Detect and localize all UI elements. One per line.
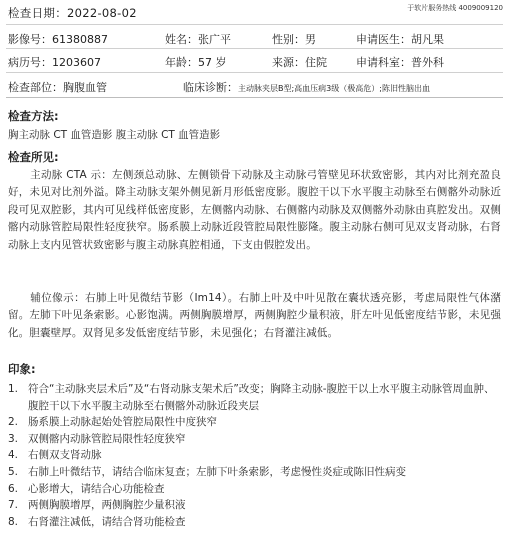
findings-paragraph-2 <box>8 290 501 360</box>
image-no-value: 61380887 <box>52 33 108 46</box>
name-value: 张广平 <box>198 33 231 46</box>
impression-title: 印象: <box>8 362 36 376</box>
info-divider-2 <box>6 72 503 73</box>
impression-list <box>8 381 503 530</box>
impression-item <box>8 447 503 464</box>
source-field <box>272 54 327 70</box>
impression-item-text: 双侧髂内动脉管腔局限性轻度狭窄 <box>28 432 186 445</box>
findings-paragraph-2-text: 辅位像示：右肺上叶见微结节影（Im14）。右肺上叶及中叶见散在囊状透亮影，考虑局限性气体潴留。左肺下叶见条索影。心影饱满。两侧胸膜增厚，两侧胸腔少量积液，肝左叶见低密度结节影，未见强化。胆囊壁厚。双肾见多发低密度结节影，未见强化；右肾灌注减低。 <box>8 292 501 339</box>
impression-item <box>8 381 503 414</box>
dept-label: 申请科室： <box>356 56 411 69</box>
method-text: 胸主动脉 CT 血管造影 腹主动脉 CT 血管造影 <box>8 129 221 141</box>
image-no-label: 影像号： <box>8 33 52 46</box>
name-field <box>165 31 231 47</box>
dept-field <box>356 54 444 70</box>
impression-item-text: 右肾灌注减低，请结合肾功能检查 <box>28 515 186 528</box>
body-part-label: 检查部位： <box>8 81 63 94</box>
doctor-value: 胡凡果 <box>411 33 444 46</box>
age-field <box>165 54 227 70</box>
impression-item-number: 7. <box>8 499 19 512</box>
case-no-field <box>8 54 101 70</box>
impression-item-number: 1. <box>8 383 19 395</box>
impression-item-number: 8. <box>8 515 19 528</box>
source-value: 住院 <box>305 56 327 69</box>
impression-item <box>8 431 503 448</box>
dept-value: 普外科 <box>411 56 444 69</box>
impression-item <box>8 414 503 431</box>
impression-item-number: 6. <box>8 482 19 495</box>
name-label: 姓名： <box>165 33 198 46</box>
diagnosis-value: 主动脉夹层B型;高血压病3级（极高危）;陈旧性脑出血 <box>238 84 430 93</box>
diagnosis-field <box>183 79 430 95</box>
age-label: 年龄： <box>165 56 198 69</box>
impression-item <box>8 464 503 481</box>
exam-date-label: 检查日期： <box>8 6 67 20</box>
findings-title: 检查所见: <box>8 150 59 164</box>
diagnosis-label: 临床诊断： <box>183 81 238 94</box>
method-title: 检查方法: <box>8 109 59 123</box>
case-no-value: 1203607 <box>52 56 101 69</box>
impression-item-text: 肠系膜上动脉起始处管腔局限性中度狭窄 <box>28 416 217 429</box>
impression-item <box>8 481 503 498</box>
age-value: 57 岁 <box>198 56 227 69</box>
body-part-field <box>8 79 107 95</box>
service-hotline: 于软片服务热线 4009009120 <box>407 4 503 12</box>
findings-paragraph-1-text: 主动脉 CTA 示：左侧颈总动脉、左侧锁骨下动脉及主动脉弓管壁见环状致密影，其内对比剂充盈良好，未见对比剂外溢。降主动脉支架外侧见新月形低密度影。腹腔干以下水平腹主动脉至右侧髂外动脉近段可见双腔影，其内可见线样低密度影，左侧髂内动脉、右侧髂内动脉及双侧髂外动脉由真腔发出。双侧髂内动脉管腔局限性轻度狭窄。肠系膜上动脉近段管腔局限性膨隆。腹主动脉右侧可见双支肾动脉，右肾动脉上支内见管状致密影与腹主动脉真腔相通，下支由假腔发出。 <box>8 169 501 251</box>
sex-field <box>272 31 316 47</box>
info-divider-3 <box>6 97 503 98</box>
source-label: 来源： <box>272 56 305 69</box>
impression-item <box>8 514 503 531</box>
case-no-label: 病历号： <box>8 56 52 69</box>
impression-item-number: 4. <box>8 449 19 462</box>
sex-label: 性别： <box>272 33 305 46</box>
sex-value: 男 <box>305 33 316 46</box>
impression-item-text: 右肺上叶微结节，请结合临床复查；左肺下叶条索影，考虑慢性炎症或陈旧性病变 <box>28 465 406 478</box>
impression-item-number: 5. <box>8 465 19 478</box>
doctor-label: 申请医生： <box>356 33 411 46</box>
exam-date-value: 2022-08-02 <box>67 6 137 20</box>
doctor-field <box>356 31 444 47</box>
impression-item-number: 2. <box>8 416 19 429</box>
body-part-value: 胸腹血管 <box>63 81 107 94</box>
image-no-field <box>8 31 108 47</box>
impression-item-text: 心影增大，请结合心功能检查 <box>28 482 165 495</box>
findings-paragraph-1 <box>8 167 501 289</box>
impression-item-text: 符合“主动脉夹层术后”及“右肾动脉支架术后”改变；胸降主动脉-腹腔干以上水平腹主动脉管周血肿、腹腔干以下水平腹主动脉至右侧髂外动脉近段夹层 <box>28 383 495 412</box>
impression-item-text: 右侧双支肾动脉 <box>28 449 102 462</box>
info-divider-1 <box>6 48 503 49</box>
header-divider <box>6 24 503 25</box>
impression-item-text: 两侧胸膜增厚，两侧胸腔少量积液 <box>28 499 186 512</box>
impression-item <box>8 497 503 514</box>
impression-item-number: 3. <box>8 432 19 445</box>
